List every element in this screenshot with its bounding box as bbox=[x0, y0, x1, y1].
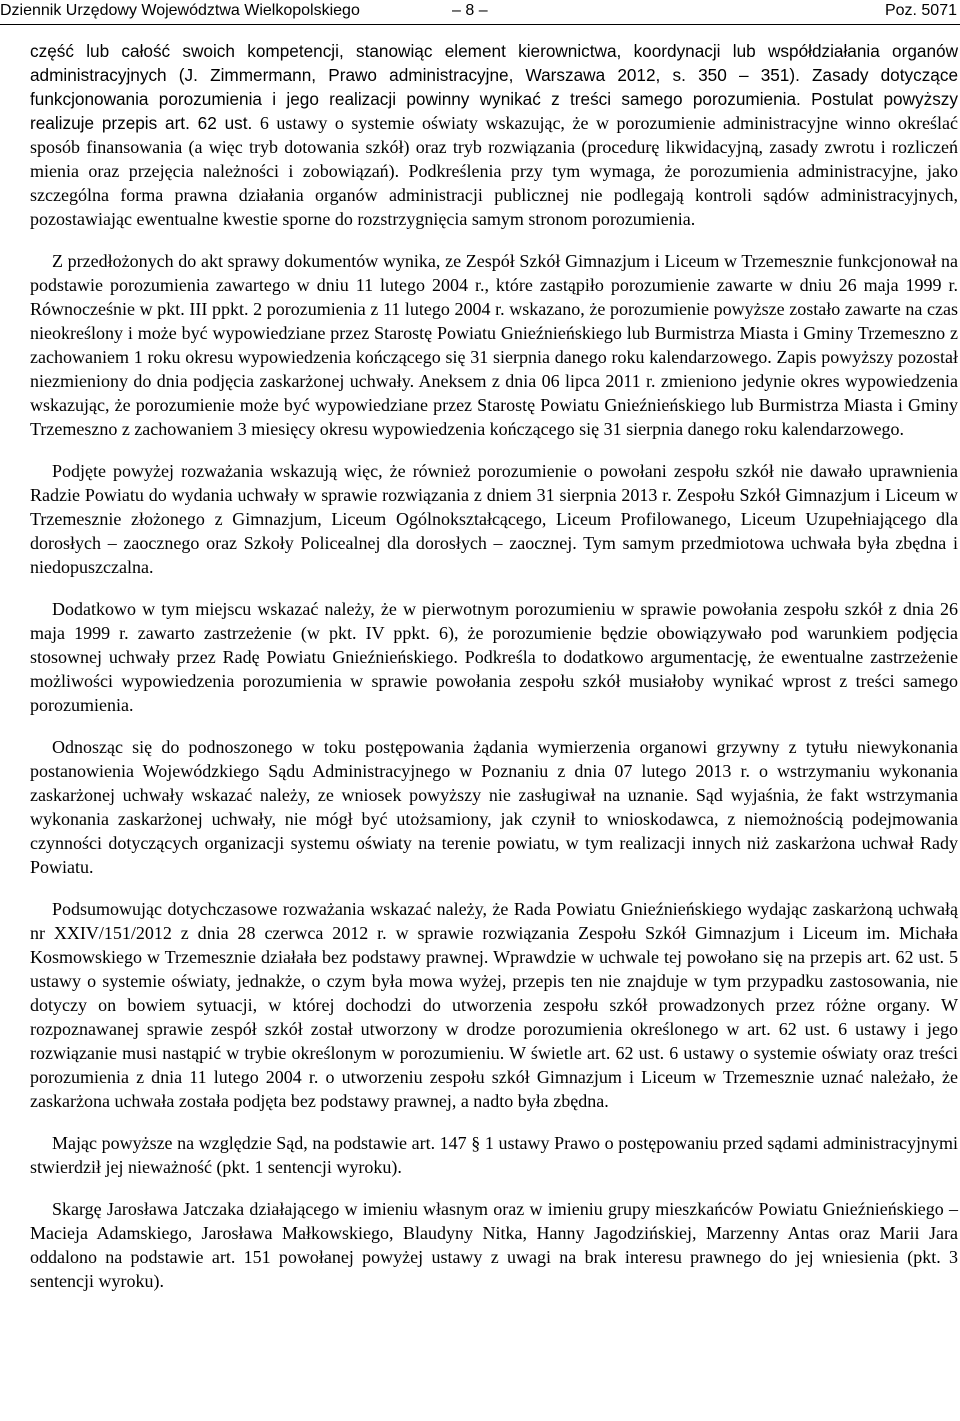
paragraph-1-serif-part: 6 ustawy o systemie oświaty wskazując, że w porozumienie administracyjne winno określać sposób finansowania (a więc tryb dotowania szkół) oraz tryb rozwiązania (procedurę likwidacyjną, zasady zwrotu i rozliczeń mienia oraz przejęcia należności i zobowiązań). Podkreślenia przy tym wymaga, że porozumienia administracyjne, jako szczególna forma prawna działania organów administracji publicznej nie podlegają kontroli sądów administracyjnych, pozostawiając ewentualne kwestie sporne do rozstrzygnięcia samym stronom porozumienia. bbox=[30, 113, 958, 229]
paragraph-4: Dodatkowo w tym miejscu wskazać należy, że w pierwotnym porozumieniu w sprawie powołania zespołu szkół z dnia 26 maja 1999 r. zawarto zastrzeżenie (w pkt. IV ppkt. 6), że porozumienie będzie obowiązywało pod warunkiem podjęcia stosownej uchwały przez Radę Powiatu Gnieźnieńskiego. Podkreśla to dodatkowo argumentację, że ewentualne zastrzeżenie możliwości wypowiedzenia porozumienia w sprawie powołania zespołu szkół musiałoby wynikać wprost z treści samego porozumienia. bbox=[30, 599, 958, 715]
paragraph-7: Mając powyższe na względzie Sąd, na podstawie art. 147 § 1 ustawy Prawo o postępowaniu przed sądami administracyjnymi stwierdził jej nieważność (pkt. 1 sentencji wyroku). bbox=[30, 1133, 958, 1177]
paragraph-8: Skargę Jarosława Jatczaka działającego w imieniu własnym oraz w imieniu grupy mieszkańców Powiatu Gnieźnieńskiego – Macieja Adamskiego, Jarosława Małkowskiego, Blaudyny Nitka, Hanny Jagodzińskiej, Marzenny Antas oraz Marii Jara oddalono na podstawie art. 151 powołanej powyżej ustawy z uwagi na brak interesu prawnego do jej wniesienia (pkt. 3 sentencji wyroku). bbox=[30, 1199, 958, 1291]
page-number: – 8 – bbox=[452, 2, 488, 19]
paragraph-1-sans-part: część lub całość swoich kompetencji, stanowiąc element kierownictwa, koordynacji lub współdziałania organów administracyjnych (J. Zimmermann, Prawo administracyjne, Warszawa 2012, s. 350 – 351). Zasady dotyczące funkcjonowania porozumienia i jego realizacji powinny wynikać z treści samego porozumienia. Postulat powyższy realizuje przepis art. 62 ust. bbox=[30, 41, 958, 133]
journal-title: Dziennik Urzędowy Województwa Wielkopolskiego bbox=[0, 2, 360, 19]
page-header bbox=[0, 0, 960, 25]
paragraph-2: Z przedłożonych do akt sprawy dokumentów wynika, ze Zespół Szkół Gimnazjum i Liceum w Trzemesznie funkcjonował na podstawie porozumienia zawartego w dniu 11 lutego 2004 r., które zastąpiło porozumienie zawarte w dniu 26 maja 1999 r. Równocześnie w pkt. III ppkt. 2 porozumienia z 11 lutego 2004 r. wskazano, że porozumienie powyższe zostało zawarte na czas nieokreślony i może być wypowiedziane przez Starostę Powiatu Gnieźnieńskiego lub Burmistrza Miasta i Gminy Trzemeszno z zachowaniem 1 roku okresu wypowiedzenia kończącego się 31 sierpnia danego roku kalendarzowego. Zapis powyższy pozostał niezmieniony do dnia podjęcia zaskarżonej uchwały. Aneksem z dnia 06 lipca 2011 r. zmieniono jedynie okres wypowiedzenia wskazując, że porozumienie może być wypowiedziane przez Starostę Powiatu Gnieźnieńskiego lub Burmistrza Miasta i Gminy Trzemeszno z zachowaniem 3 miesięcy okresu wypowiedzenia kończącego się 31 sierpnia danego roku kalendarzowego. bbox=[30, 251, 958, 439]
document-body bbox=[30, 39, 958, 1311]
paragraph-3: Podjęte powyżej rozważania wskazują więc, że również porozumienie o powołani zespołu szkół nie dawało uprawnienia Radzie Powiatu do wydania uchwały w sprawie rozwiązania z dniem 31 sierpnia 2013 r. Zespołu Szkół Gimnazjum i Liceum w Trzemesznie złożonego z Gimnazjum, Liceum Ogólnokształcącego, Liceum Profilowanego, Liceum Uzupełniającego dla dorosłych – zaocznego oraz Szkoły Policealnej dla dorosłych – zaocznej. Tym samym przedmiotowa uchwała była zbędna i niedopuszczalna. bbox=[30, 461, 958, 577]
paragraph-5: Odnosząc się do podnoszonego w toku postępowania żądania wymierzenia organowi grzywny z tytułu niewykonania postanowienia Wojewódzkiego Sądu Administracyjnego w Poznaniu z dnia 07 lutego 2013 r. o wstrzymaniu wykonania zaskarżonej uchwały wskazać należy, ze wniosek powyższy nie zasługiwał na uznanie. Sąd wyjaśnia, że fakt wstrzymania wykonania zaskarżonej uchwały, nie mógł być utożsamiony, jak czynił to wnioskodawca, z niemożnością podejmowania czynności dotyczących organizacji systemu oświaty na terenie powiatu, w tym realizacji innych niż zaskarżona uchwał Rady Powiatu. bbox=[30, 737, 958, 877]
position-number: Poz. 5071 bbox=[884, 2, 957, 19]
paragraph-1 bbox=[30, 39, 958, 231]
paragraph-6: Podsumowując dotychczasowe rozważania wskazać należy, że Rada Powiatu Gnieźnieńskiego wydając zaskarżoną uchwałą nr XXIV/151/2012 z dnia 28 czerwca 2012 r. w sprawie rozwiązania Zespołu Szkół Gimnazjum i Liceum im. Michała Kosmowskiego w Trzemesznie działała bez podstawy prawnej. Wprawdzie w uchwale tej powołano się na przepis art. 62 ust. 5 ustawy o systemie oświaty, jednakże, o czym była mowa wyżej, przepis ten nie znajduje w tym przypadku zastosowania, nie dotyczy on bowiem sytuacji, w której dochodzi do utworzenia zespołu szkół prowadzonych przez różne organy. W rozpoznawanej sprawie zespół szkół został utworzony w drodze porozumienia określonego w art. 62 ust. 6 ustawy i jego rozwiązanie musi nastąpić w trybie określonym w porozumieniu. W świetle art. 62 ust. 6 ustawy o systemie oświaty oraz treści porozumienia z dnia 11 lutego 2004 r. o utworzeniu zespołu szkół Gimnazjum i Liceum w Trzemesznie uznać należało, że zaskarżona uchwała została podjęta bez podstawy prawnej, a nadto była zbędna. bbox=[30, 899, 958, 1111]
